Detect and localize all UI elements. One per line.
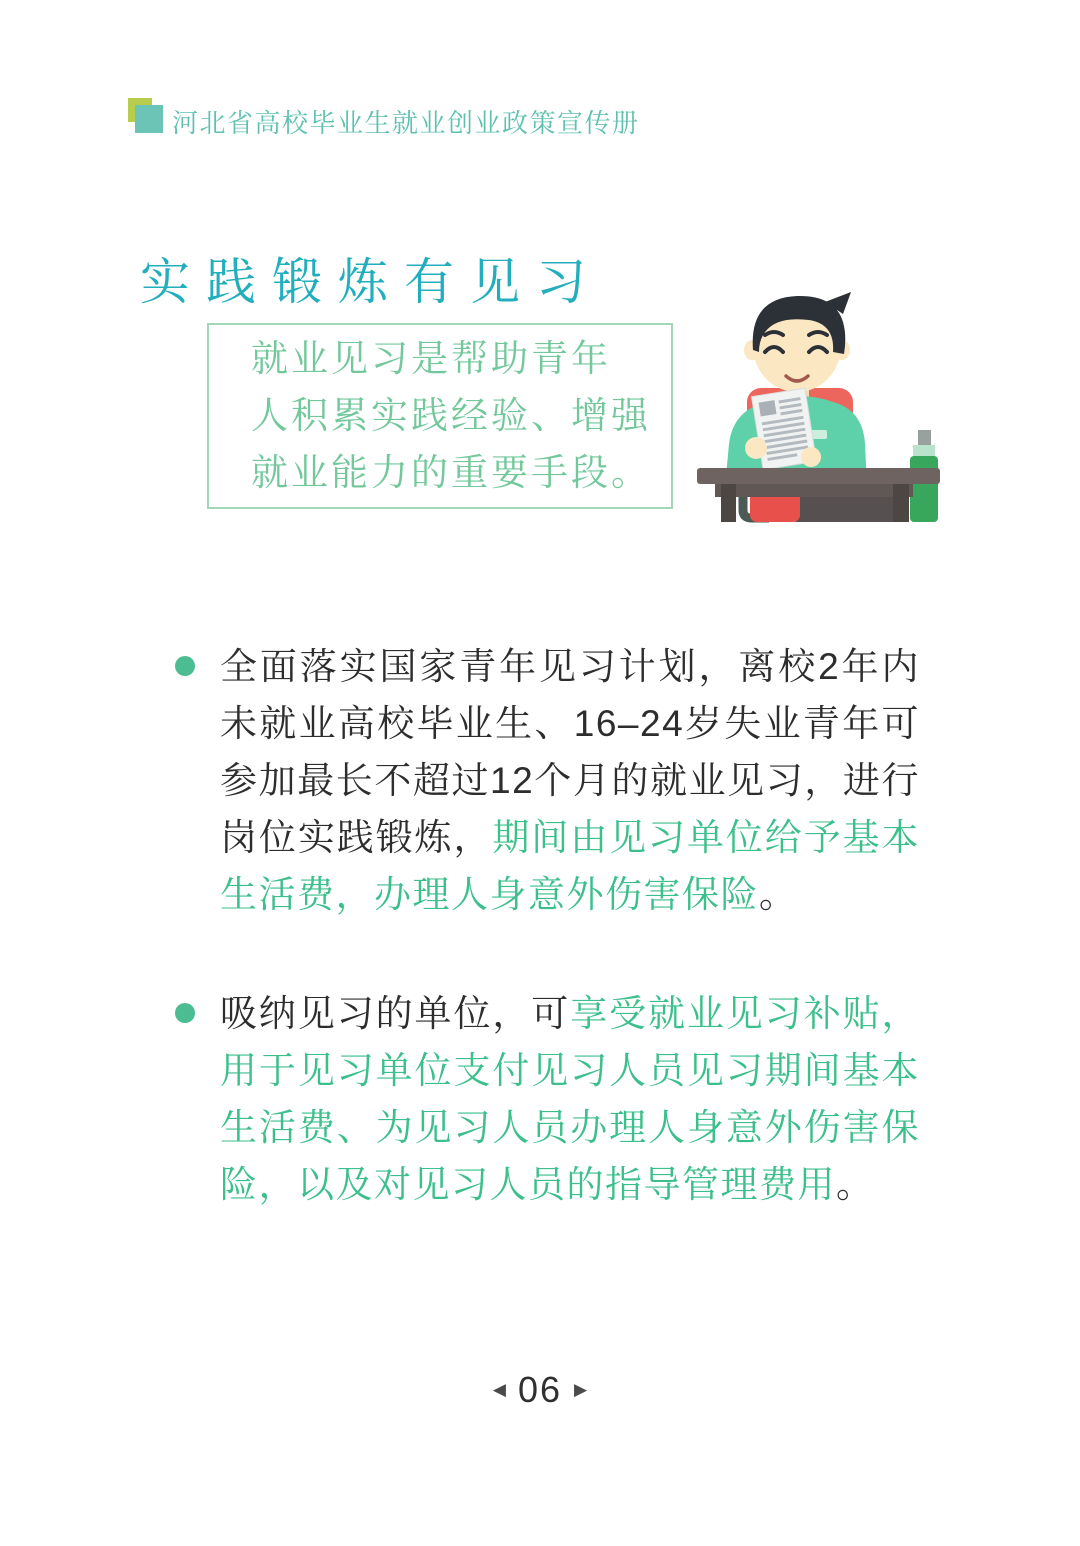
desk-top bbox=[697, 468, 940, 484]
quote-box bbox=[207, 323, 673, 509]
quote-line-3: 就业能力的重要手段。 bbox=[251, 452, 651, 493]
bullet-2-text bbox=[220, 985, 920, 1213]
young-man-reading-document-at-desk-illustration bbox=[695, 288, 945, 524]
quote-line-1: 就业见习是帮助青年 bbox=[251, 338, 611, 379]
bullet-2-segment-3: 。 bbox=[836, 1164, 875, 1205]
desk-apron bbox=[715, 484, 913, 497]
bullet-dot-icon bbox=[175, 656, 195, 676]
teal-square-icon bbox=[135, 105, 163, 133]
bullet-1-segment-2: 期间由见习单位给予基本生活费，办理人身意外伤害保险 bbox=[220, 817, 921, 915]
right-hand bbox=[801, 447, 821, 467]
booklet-title: 河北省高校毕业生就业创业政策宣传册 bbox=[172, 108, 640, 138]
overlapping-squares-icon bbox=[128, 95, 164, 135]
illustration-svg bbox=[695, 288, 945, 524]
page-title: 实践锻炼有见习 bbox=[140, 253, 602, 310]
bullet-1-segment-1: 全面落实国家青年见习计划，离校2年内未就业高校毕业生、16–24岁失业青年可参加最长不超过12个月的就业见习，进行岗位实践锻炼， bbox=[220, 646, 920, 858]
bullet-1-segment-3: 。 bbox=[759, 874, 798, 915]
bullet-1-text bbox=[220, 638, 920, 923]
page-next-icon[interactable]: ▶ bbox=[574, 1380, 588, 1399]
desk-left-leg bbox=[721, 484, 736, 522]
desk-right-leg bbox=[893, 484, 909, 522]
page-prev-icon[interactable]: ◀ bbox=[492, 1380, 506, 1399]
quote-line-2: 人积累实践经验、增强 bbox=[251, 395, 651, 436]
bullet-2-segment-2: 享受就业见习补贴，用于见习单位支付见习人员见习期间基本生活费、为见习人员办理人身意外伤害保险，以及对见习人员的指导管理费用 bbox=[220, 993, 921, 1205]
bullet-dot-icon bbox=[175, 1003, 195, 1023]
page-number: 06 bbox=[517, 1369, 563, 1410]
left-hand bbox=[745, 437, 767, 459]
pager bbox=[0, 1368, 1080, 1412]
bullet-2-segment-1: 吸纳见习的单位，可 bbox=[220, 993, 571, 1034]
person-head bbox=[744, 292, 851, 392]
